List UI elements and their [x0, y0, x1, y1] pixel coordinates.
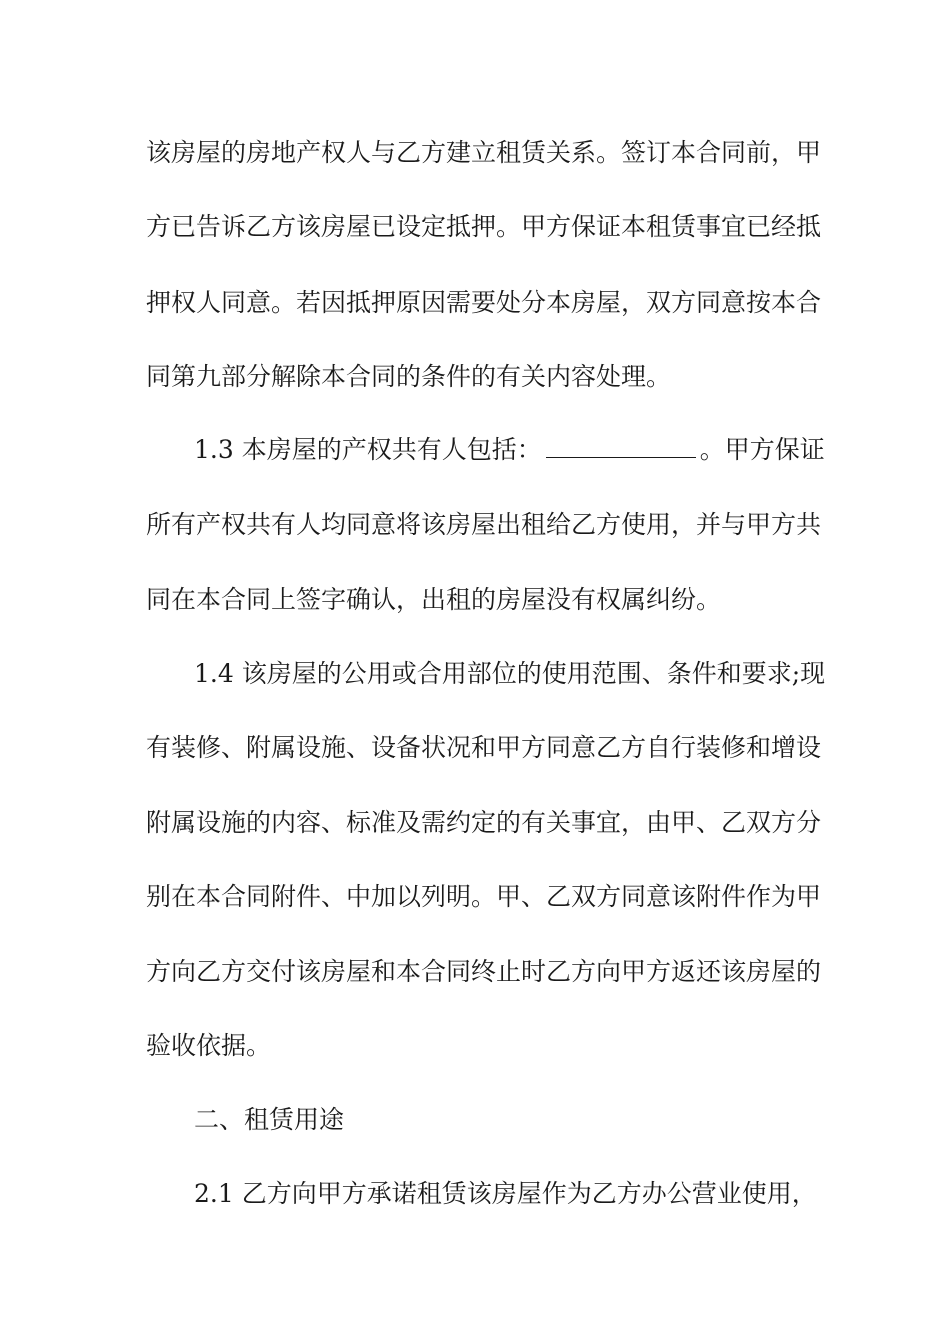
paragraph-line: 验收依据。: [146, 1031, 272, 1060]
clause-2-1-line: 2.1 乙方向甲方承诺租赁该房屋作为乙方办公营业使用，: [194, 1179, 817, 1208]
paragraph-line: 有装修、附属设施、设备状况和甲方同意乙方自行装修和增设: [146, 733, 822, 762]
fill-in-blank: [546, 431, 696, 458]
paragraph-line: 方向乙方交付该房屋和本合同终止时乙方向甲方返还该房屋的: [146, 957, 822, 986]
paragraph-line: 方已告诉乙方该房屋已设定抵押。甲方保证本租赁事宜已经抵: [146, 212, 822, 241]
section-heading: 二、租赁用途: [194, 1105, 345, 1134]
paragraph-line: 押权人同意。若因抵押原因需要处分本房屋，双方同意按本合: [146, 288, 822, 317]
paragraph-line: 同在本合同上签字确认，出租的房屋没有权属纠纷。: [146, 585, 722, 614]
clause-1-3-prefix: 1.3 本房屋的产权共有人包括：: [194, 435, 542, 464]
paragraph-line: 该房屋的房地产权人与乙方建立租赁关系。签订本合同前，甲: [146, 138, 822, 167]
paragraph-line: 同第九部分解除本合同的条件的有关内容处理。: [146, 362, 672, 391]
paragraph-line: 所有产权共有人均同意将该房屋出租给乙方使用，并与甲方共: [146, 510, 822, 539]
paragraph-line: 别在本合同附件、中加以列明。甲、乙双方同意该附件作为甲: [146, 882, 822, 911]
clause-1-4-line: 1.4 该房屋的公用或合用部位的使用范围、条件和要求;现: [194, 659, 826, 688]
clause-1-3-suffix: 。甲方保证: [699, 435, 825, 464]
paragraph-line: 附属设施的内容、标准及需约定的有关事宜，由甲、乙双方分: [146, 808, 822, 837]
clause-1-3-line: [194, 430, 825, 470]
